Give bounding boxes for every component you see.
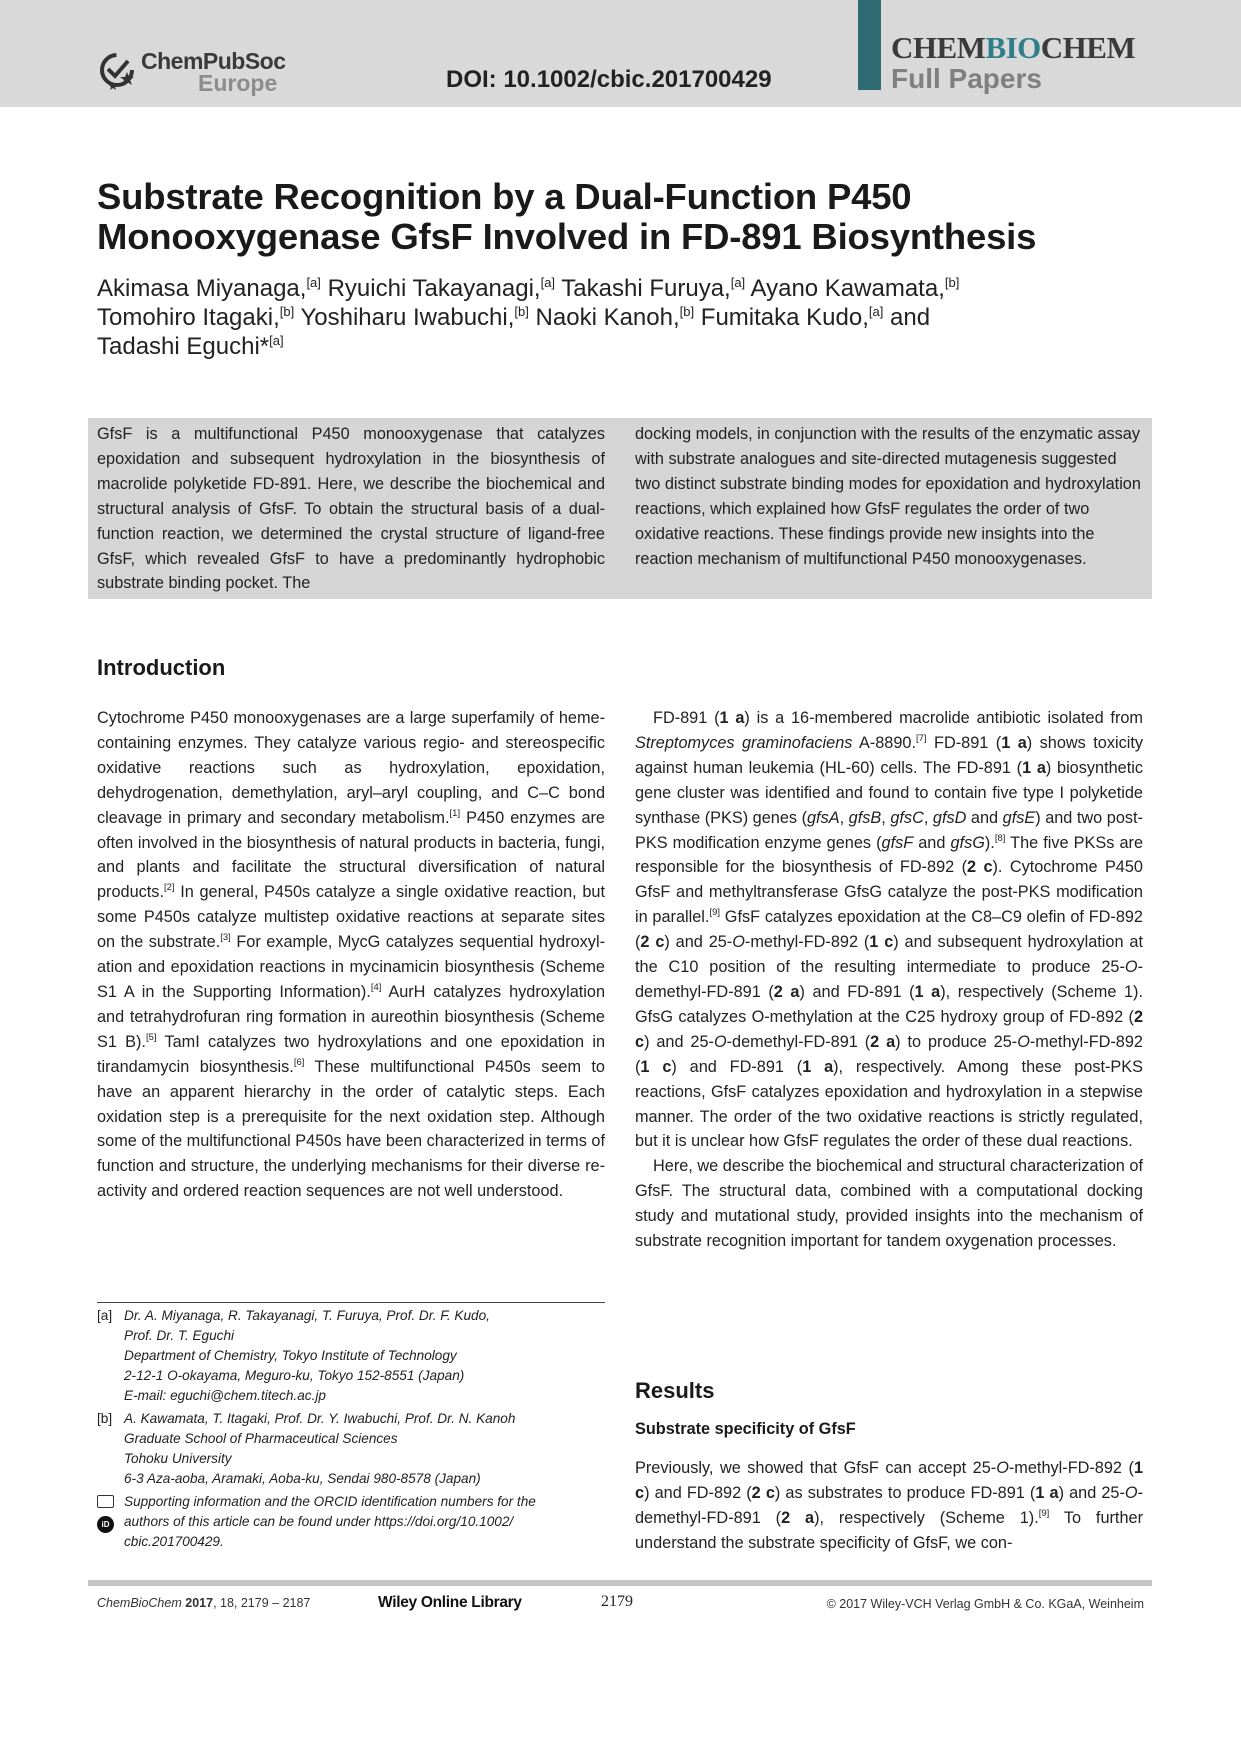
intro-text: P450 enzymes are often involved in the biosynthesis of natural products in bacteria, fungi, and plants and facilitate the structural diversification of natural products.: [97, 808, 605, 902]
affiliations-footnote: [97, 1306, 605, 1552]
computer-icon: [97, 1495, 114, 1508]
title-line-2: Monooxygenase GfsF Involved in FD-891 Biosynthesis: [97, 216, 1037, 257]
citation-ref[interactable]: [5]: [145, 1031, 157, 1043]
results-text: To further understand the substrate specificity of GfsF, we con-: [635, 1508, 1143, 1552]
author-affiliation: [b]: [279, 304, 295, 319]
compound-number: 1 c: [635, 1459, 1143, 1502]
intro-text: ), respectively. Among these post-PKS reactions, GfsF catalyzes epoxidation and hydroxylation in a stepwise manner. The order of the two oxidative reactions is strictly regulated, but it is unclear how GfsF regulates the order of these dual reactions.: [635, 1057, 1143, 1151]
intro-text: ) and FD-891 (: [799, 982, 915, 1001]
introduction-right-column: [635, 706, 1143, 1254]
compound-number: 1 a: [1022, 758, 1046, 777]
affiliation-label: [b]: [97, 1411, 113, 1426]
italic-o: O: [996, 1459, 1009, 1477]
author-affiliation: [b]: [514, 304, 529, 319]
results-paragraph: [635, 1456, 1143, 1556]
supporting-info-note: [97, 1492, 605, 1552]
copyright-notice: © 2017 Wiley-VCH Verlag GmbH & Co. KGaA, Weinheim: [826, 1597, 1144, 1611]
citation-ref[interactable]: [7]: [916, 732, 927, 744]
author-name: Akimasa Miyanaga,: [97, 275, 307, 302]
page-number: 2179: [601, 1593, 633, 1610]
author-conjunction: and: [890, 304, 931, 331]
compound-number: 1 a: [1001, 733, 1027, 752]
results-text: -demethyl-FD-891 (: [635, 1483, 1143, 1527]
author-name: Tomohiro Itagaki,: [97, 304, 280, 331]
citation-ref[interactable]: [9]: [1038, 1507, 1050, 1519]
results-heading: Results: [635, 1378, 715, 1403]
results-subheading: Substrate specificity of GfsF: [635, 1420, 856, 1438]
footer-divider: [88, 1580, 1152, 1586]
citation-ref[interactable]: [6]: [293, 1056, 305, 1068]
citation-ref[interactable]: [4]: [370, 981, 382, 993]
intro-text: ) and 25-: [644, 1032, 714, 1051]
intro-text: ) and FD-891 (: [671, 1057, 803, 1076]
results-text: ), respectively (Scheme 1).: [814, 1508, 1039, 1527]
compound-number: 2 c: [635, 1007, 1143, 1051]
journal-name: [891, 30, 1135, 66]
chempubsoc-star-icon: [97, 48, 141, 92]
affiliation-text: A. Kawamata, T. Itagaki, Prof. Dr. Y. Iwabuchi, Prof. Dr. N. Kanoh Graduate School of Pharmaceutical Sciences Tohoku University 6-3 Aza-aoba, Aramaki, Aoba-ku, Sendai 980-8578 (Japan): [124, 1411, 516, 1486]
compound-number: 2 a: [781, 1508, 815, 1527]
intro-text: FD-891 (: [653, 709, 720, 727]
citation-ref[interactable]: [1]: [449, 807, 461, 819]
results-text: ) as substrates to produce FD-891 (: [774, 1483, 1036, 1502]
footer-citation: [97, 1596, 310, 1610]
footnote-divider: [97, 1302, 605, 1303]
author-name: Ayano Kawamata,: [750, 275, 945, 302]
italic-o: O: [1124, 1483, 1138, 1502]
introduction-left-column: [97, 706, 605, 1204]
intro-text: ) and 25-: [664, 933, 733, 952]
wiley-online-library-link[interactable]: Wiley Online Library: [378, 1594, 522, 1611]
intro-text: Cytochrome P450 monooxygenases are a large superfamily of heme-containing enzymes. They catalyze various regio- and stereospecific oxidative reactions such as hydroxylation, epoxidation, dehydrogenation, demethylation, aryl–aryl coupling, and C–C bond cleavage in primary and secondary metabolism.: [97, 709, 605, 827]
article-type: Full Papers: [891, 63, 1042, 94]
compound-number: 1 c: [640, 1057, 672, 1076]
intro-text: ,: [839, 808, 849, 827]
author-affiliation: [a]: [306, 275, 321, 290]
gene-name: gfsG: [950, 833, 985, 852]
italic-o: O: [732, 933, 745, 952]
orcid-icon: iD: [97, 1516, 114, 1533]
intro-text: ), respectively (Scheme 1). GfsG catalyzes O-methylation at the C25 hydroxy group of FD-892 (: [635, 982, 1143, 1026]
article-title: [97, 177, 1097, 257]
intro-text: and: [966, 808, 1003, 827]
gene-name: gfsB: [848, 808, 882, 827]
gene-name: gfsA: [807, 808, 840, 827]
author-affiliation: [b]: [944, 275, 960, 290]
author-list: [97, 274, 1057, 361]
affiliation-b: [97, 1409, 605, 1489]
intro-text: In general, P450s catalyze a single oxidative reaction, but some P450s catalyze multistep oxidative reactions at separate sites on the substrate.: [97, 883, 605, 952]
compound-number: 2 c: [967, 858, 993, 877]
gene-name: gfsC: [890, 808, 924, 827]
journal-name-part3: CHEM: [1040, 30, 1136, 65]
gene-name: gfsD: [932, 808, 967, 827]
intro-text: -demethyl-FD-891 (: [726, 1032, 871, 1051]
journal-accent-bar: [858, 0, 881, 90]
author-name: Takashi Furuya,: [561, 275, 731, 302]
intro-text: ) biosynthetic gene cluster was identified and found to contain five type I polyketide synthase (PKS) genes (: [635, 758, 1143, 827]
title-line-1: Substrate Recognition by a Dual-Function P450: [97, 176, 912, 217]
introduction-heading: Introduction: [97, 655, 226, 680]
author-name: Yoshiharu Iwabuchi,: [300, 304, 515, 331]
intro-text: ) shows toxicity against human leukemia (HL-60) cells. The FD-891 (: [635, 733, 1144, 777]
intro-text: ) and subsequent hydroxylation at the C10 position of the resulting intermediate to produce 25-: [635, 933, 1143, 977]
intro-text: and: [913, 833, 951, 852]
intro-text: ). Cytochrome P450 GfsF and methyltransferase GfsG catalyze the post-PKS modification in parallel.: [635, 858, 1143, 927]
author-name: Ryuichi Takayanagi,: [327, 275, 541, 302]
intro-text: ).: [984, 833, 995, 852]
compound-number: 2 a: [870, 1032, 896, 1051]
compound-number: 1 a: [719, 709, 745, 727]
author-affiliation: [a]: [269, 333, 284, 348]
intro-text: FD-891 (: [926, 733, 1002, 752]
corresponding-author-name: Tadashi Eguchi*: [97, 333, 270, 360]
logo-text-bottom: Europe: [198, 70, 278, 96]
intro-paragraph-1: [97, 706, 605, 1204]
chempubsoc-logo[interactable]: [97, 46, 287, 96]
citation-ref[interactable]: [2]: [163, 882, 175, 894]
italic-o: O: [1017, 1032, 1030, 1051]
compound-number: 2 a: [773, 982, 800, 1001]
intro-text: A-8890.: [852, 733, 916, 752]
citation-ref[interactable]: [8]: [994, 832, 1006, 844]
compound-number: 2 c: [640, 933, 665, 952]
intro-text: -methyl-FD-892 (: [744, 933, 870, 952]
affiliation-text: Dr. A. Miyanaga, R. Takayanagi, T. Furuya, Prof. Dr. F. Kudo, Prof. Dr. T. Eguchi Department of Chemistry, Tokyo Institute of Technology 2-12-1 O-okayama, Meguro-ku, Tokyo 152-8551 (Japan) E-mail: eguchi@chem.titech.ac.jp: [124, 1308, 490, 1403]
author-affiliation: [a]: [868, 304, 884, 319]
author-affiliation: [a]: [540, 275, 556, 290]
citation-ref[interactable]: [9]: [709, 907, 721, 919]
intro-paragraph-2: [635, 706, 1143, 1154]
doi-link[interactable]: DOI: 10.1002/cbic.201700429: [446, 66, 772, 93]
intro-text: For example, MycG catalyzes sequential hydroxylation and epoxidation reactions in mycinamicin biosynthesis (Scheme S1 A in the Supporting Information).: [97, 933, 605, 1001]
citation-ref[interactable]: [3]: [220, 932, 231, 944]
journal-name-part2: BIO: [985, 30, 1041, 65]
results-text: Previously, we showed that GfsF can accept 25-: [635, 1459, 997, 1477]
results-paragraph-1: [635, 1456, 1143, 1556]
intro-text: ,: [923, 808, 933, 827]
results-text: ) and 25-: [1058, 1483, 1125, 1502]
intro-text: These multifunctional P450s seem to have an apparent hierarchy in the order of catalytic steps. Each oxidation step is a prerequisite for the next oxidation step. Although some of the multifunctional P450s have been characterized in terms of function and structure, the underlying mechanisms for their diverse reactivity and ordered reaction sequences are not well understood.: [97, 1057, 605, 1201]
author-affiliation: [b]: [679, 304, 695, 319]
intro-text: The five PKSs are responsible for the biosynthesis of FD-892 (: [635, 833, 1143, 877]
author-name: Fumitaka Kudo,: [700, 304, 869, 331]
gene-name: gfsE: [1002, 808, 1036, 827]
footer-journal: ChemBioChem: [97, 1596, 182, 1610]
author-name: Naoki Kanoh,: [535, 304, 680, 331]
intro-text: -methyl-FD-892 (: [635, 1032, 1143, 1076]
intro-text: AurH catalyzes hydroxylation and tetrahydrofuran ring formation in aureothin biosynthesis (Scheme S1 B).: [97, 982, 605, 1051]
italic-o: O: [713, 1032, 727, 1051]
logo-text-top: ChemPubSoc: [141, 48, 286, 74]
compound-number: 2 c: [751, 1483, 775, 1502]
footer-volume-pages: , 18, 2179 – 2187: [213, 1596, 311, 1610]
compound-number: 1 a: [1035, 1483, 1059, 1502]
species-name: Streptomyces graminofaciens: [635, 733, 853, 752]
journal-name-part1: CHEM: [891, 30, 986, 65]
intro-text: -demethyl-FD-891 (: [635, 958, 1143, 1001]
compound-number: 1 a: [914, 982, 941, 1001]
affiliation-label: [a]: [97, 1308, 113, 1323]
supporting-info-text[interactable]: Supporting information and the ORCID identification numbers for the authors of this article can be found under https://doi.org/10.1002/ cbic.201700429.: [124, 1494, 536, 1549]
results-text: -methyl-FD-892 (: [1008, 1459, 1134, 1477]
gene-name: gfsF: [881, 833, 914, 852]
affiliation-a: [97, 1306, 605, 1406]
italic-o: O: [1124, 958, 1138, 977]
intro-text: TamI catalyzes two hydroxylations and one epoxidation in tirandamycin biosynthesis.: [97, 1032, 605, 1076]
abstract-right-column: docking models, in conjunction with the results of the enzymatic assay with substrate analogues and site-directed mutagenesis suggested two distinct substrate binding modes for epoxidation and hydroxylation reactions, which explained how GfsF regulates the order of two oxidative reactions. These findings provide new insights into the reaction mechanism of multifunctional P450 monooxygenases.: [635, 425, 1141, 568]
intro-text: ) to produce 25-: [895, 1032, 1018, 1051]
compound-number: 1 a: [802, 1057, 834, 1076]
author-affiliation: [a]: [730, 275, 746, 290]
intro-text: GfsF catalyzes epoxidation at the C8–C9 olefin of FD-892 (: [635, 908, 1143, 952]
intro-text: ) and two post-PKS modification enzyme genes (: [635, 808, 1143, 852]
footer-year: 2017: [185, 1596, 214, 1610]
results-text: ) and FD-892 (: [644, 1483, 752, 1502]
intro-text: ) is a 16-membered macrolide antibiotic isolated from: [744, 709, 1143, 727]
intro-paragraph-3: Here, we describe the biochemical and structural characterization of GfsF. The structural data, combined with a computational docking study and mutational study, provided insights into the mechanism of substrate recognition important for tandem oxygenation processes.: [635, 1157, 1143, 1251]
abstract-left-column: GfsF is a multifunctional P450 monooxygenase that catalyzes epoxidation and subsequent hydroxylation in the biosynthesis of macrolide polyketide FD-891. Here, we describe the biochemical and structural analysis of GfsF. To obtain the structural basis of a dual-function reaction, we determined the crystal structure of ligand-free GfsF, which revealed GfsF to have a predominantly hydrophobic substrate binding pocket. The: [97, 425, 605, 593]
intro-text: ,: [881, 808, 891, 827]
compound-number: 1 c: [869, 933, 894, 952]
